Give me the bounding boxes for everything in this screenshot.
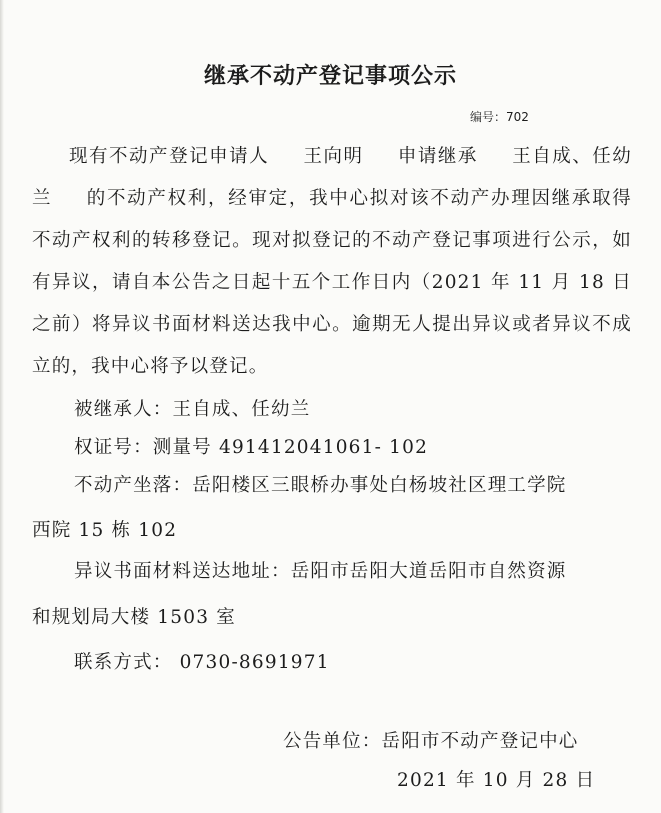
notice-body — [32, 136, 632, 388]
issuing-unit: 公告单位：岳阳市不动产登记中心 — [283, 731, 579, 752]
certificate-line: 权证号：测量号 491412041061- 102 — [74, 437, 429, 458]
objection-address-line-2: 和规划局大楼 1503 室 — [32, 607, 236, 628]
document-number: 编号：702 — [470, 110, 529, 124]
objection-address-line-1: 异议书面材料送达地址：岳阳市岳阳大道岳阳市自然资源 — [74, 561, 567, 582]
location-line-2: 西院 15 栋 102 — [32, 520, 178, 541]
heir-line: 被继承人：王自成、任幼兰 — [74, 399, 311, 420]
paragraph-mid: 申请继承 — [397, 146, 478, 167]
issue-date: 2021 年 10 月 28 日 — [397, 770, 596, 791]
main-paragraph — [32, 136, 632, 388]
paragraph-rest: 的不动产权利，经审定，我中心拟对该不动产办理因继承取得不动产权利的转移登记。现对拟登记的不动产登记事项进行公示，如有异议，请自本公告之日起十五个工作日内（2021 年 11 月 18 日之前）将异议书面材料送达我中心。逾期无人提出异议或者异议不成立的，我中心将予以登记。 — [32, 188, 632, 377]
paragraph-lead: 现有不动产登记申请人 — [69, 146, 270, 167]
contact-line: 联系方式： 0730-8691971 — [74, 652, 330, 673]
decedent-names: 王自成、任幼兰 — [32, 146, 632, 209]
applicant-name: 王向明 — [303, 146, 364, 167]
page-title: 继承不动产登记事项公示 — [203, 64, 457, 89]
location-line-1: 不动产坐落：岳阳楼区三眼桥办事处白杨坡社区理工学院 — [74, 475, 567, 496]
scan-edge — [0, 0, 4, 813]
